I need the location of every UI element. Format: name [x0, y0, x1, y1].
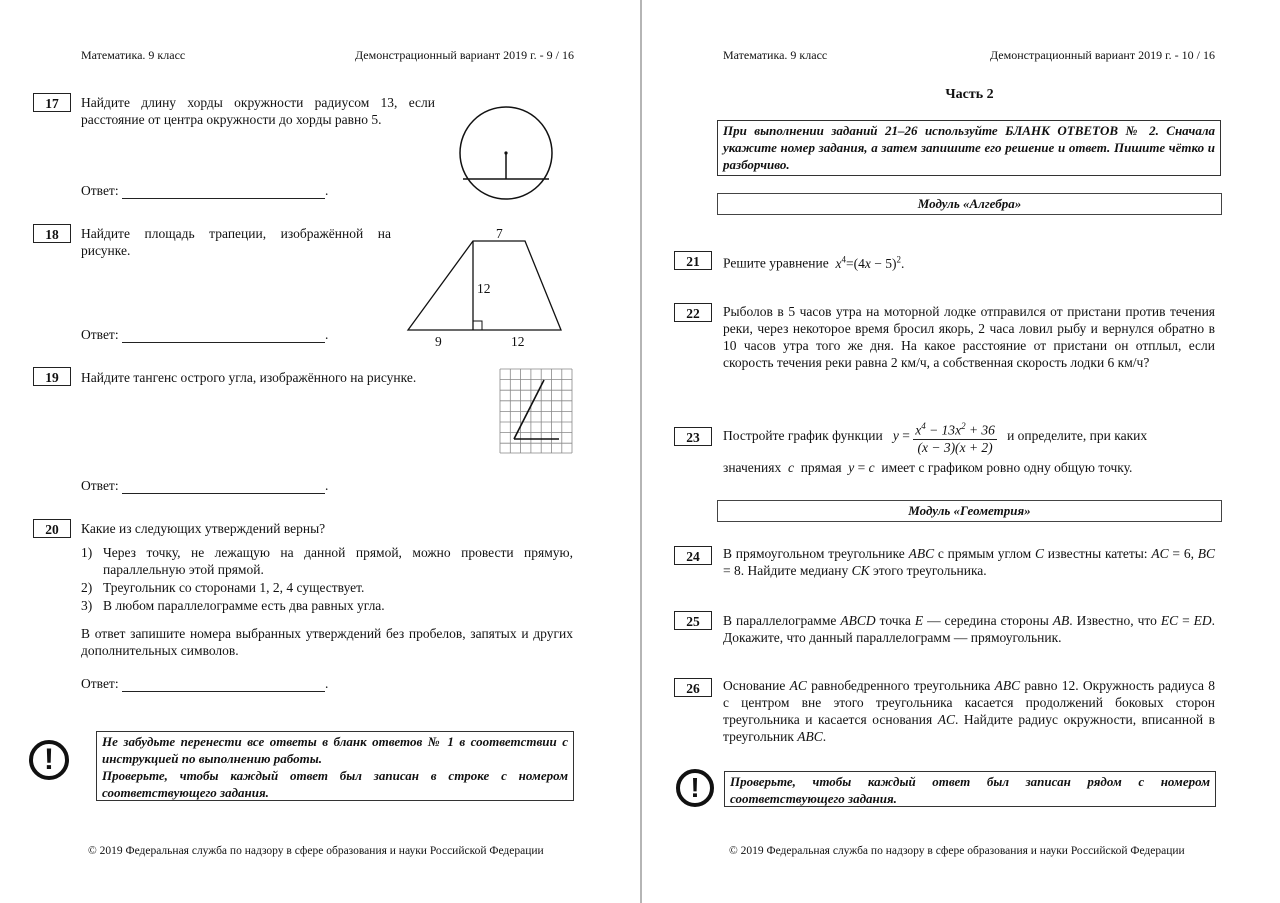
option-2-number: 2): [81, 580, 93, 595]
right-page: [642, 0, 1280, 903]
option-3-text: В любом параллелограмме есть два равных угла.: [103, 598, 385, 613]
exclamation-circle-icon: !: [676, 769, 714, 807]
answer-18: Ответ: .: [81, 327, 329, 342]
trap-label-left-base: 9: [435, 334, 442, 349]
task-23-fraction: $\frac{x^4 - 13x^2 + 36}{(x - 3)(x + 2)}$: [913, 418, 997, 456]
instructions-box: При выполнении заданий 21–26 используйте БЛАНК ОТВЕТОВ № 2. Сначала укажите номер задания, а затем запишите его решение и ответ. Пишите чётко и разборчиво.: [717, 120, 1221, 176]
task-number-19: 19: [33, 367, 71, 386]
task-number-18: 18: [33, 224, 71, 243]
task-21-text: [723, 251, 904, 272]
task-25-text-c: — середина стороны: [927, 613, 1049, 628]
task-18-text: Найдите площадь трапеции, изображённой на рисунке.: [81, 226, 391, 258]
module-algebra: Модуль «Алгебра»: [717, 193, 1222, 215]
answer-field-19[interactable]: [122, 480, 325, 494]
task-23-text-d: прямая: [800, 460, 842, 475]
task-25-text-d: . Известно, что: [1069, 613, 1157, 628]
task-20-instruction: В ответ запишите номера выбранных утверждений без пробелов, запятых и других дополнительных символов.: [81, 626, 573, 658]
grid-angle-figure: [499, 368, 573, 454]
task-24-text-b: с прямым углом: [937, 546, 1032, 561]
option-1-text: Через точку, не лежащую на данной прямой, можно провести прямую, параллельную этой прямой.: [103, 545, 573, 577]
task-number-23: 23: [674, 427, 712, 446]
part-title: Часть 2: [945, 87, 994, 102]
exclamation-circle-icon: !: [29, 740, 69, 780]
trap-label-top: 7: [496, 226, 503, 241]
task-25-text-e: . Докажите, что данный параллелограмм — прямоугольник.: [723, 613, 1216, 645]
task-21-label: Решите уравнение: [723, 255, 829, 271]
task-23-text-e: имеет с графиком ровно одну общую точку.: [881, 460, 1133, 475]
task-23-text-b: и определите, при каких: [1007, 428, 1148, 443]
answer-field-18[interactable]: [122, 329, 325, 343]
answer-20: Ответ: .: [81, 676, 329, 691]
task-24-text-e: этого треугольника.: [873, 563, 987, 578]
task-25-text-b: точка: [879, 613, 911, 628]
task-24-text-a: В прямоугольном треугольнике: [723, 546, 905, 561]
answer-17: Ответ: .: [81, 183, 329, 198]
task-number-24: 24: [674, 546, 712, 565]
circle-figure: [455, 105, 555, 201]
trap-label-right-base: 12: [511, 334, 525, 349]
header-right: Демонстрационный вариант 2019 г. - 9 / 16: [354, 48, 574, 62]
notice-line-2: Проверьте, чтобы каждый ответ был записан в строке с номером соответствующего задания.: [102, 768, 568, 800]
answer-label: Ответ:: [81, 327, 119, 342]
task-23-line-1: Постройте график функции y = $\frac{x^4 - 13x^2 + 36}{(x - 3)(x + 2)}$ и определите, при каких: [723, 418, 1215, 454]
option-3-number: 3): [81, 598, 93, 613]
answer-field-17[interactable]: [122, 185, 325, 199]
task-number-22: 22: [674, 303, 712, 322]
task-26-text-a: Основание: [723, 678, 786, 693]
task-19-text: Найдите тангенс острого угла, изображённого на рисунке.: [81, 370, 417, 385]
task-number-17: 17: [33, 93, 71, 112]
option-1-number: 1): [81, 545, 93, 560]
task-21-equation: $x^4=(4x - 5)^2$.: [835, 254, 905, 271]
answer-19: Ответ: .: [81, 478, 329, 493]
notice-box: [96, 731, 574, 801]
task-23-text-c: значениях: [723, 460, 782, 475]
task-26-text-c: равно 12. Окружность радиуса 8 с центром вне этого треугольника касается продолжений боковых сторон треугольника и касается основания: [723, 678, 1216, 727]
task-22-text: Рыболов в 5 часов утра на моторной лодке отправился от пристани против течения реки, через некоторое время бросил якорь, 2 часа ловил рыбу и вернулся обратно в 10 часов утра того же дня. На какое расстояние от пристани он отплыл, если скорость течения реки равна 2 км/ч, а собственная скорость лодки 6 км/ч?: [723, 304, 1215, 370]
answer-label: Ответ:: [81, 676, 119, 691]
header-left: Математика. 9 класс: [81, 48, 186, 62]
task-number-26: 26: [674, 678, 712, 697]
task-24-text: В прямоугольном треугольнике ABC с прямым углом C известны катеты: AC = 6, BC = 8. Найдите медиану CK этого треугольника.: [723, 546, 1216, 578]
task-24-text-c: известны катеты:: [1047, 546, 1148, 561]
option-2-text: Треугольник со сторонами 1, 2, 4 существует.: [103, 580, 365, 595]
task-24-text-d: . Найдите медиану: [740, 563, 849, 578]
task-26-text-d: . Найдите радиус окружности, вписанной в треугольник: [723, 712, 1215, 744]
header-right: Демонстрационный вариант 2019 г. - 10 / 16: [989, 48, 1215, 62]
module-geometry: Модуль «Геометрия»: [717, 500, 1222, 522]
task-number-21: 21: [674, 251, 712, 270]
task-number-25: 25: [674, 611, 712, 630]
task-26-text: Основание AC равнобедренного треугольника ABC равно 12. Окружность радиуса 8 с центром вне этого треугольника касается продолжений боковых сторон треугольника и касается основания AC. Найдите радиус окружности, вписанной в треугольник ABC.: [723, 678, 1216, 744]
task-25-text: В параллелограмме ABCD точка E — середина стороны AB. Известно, что EC = ED. Докажите, что данный параллелограмм — прямоугольник.: [723, 613, 1216, 645]
answer-field-20[interactable]: [122, 678, 325, 692]
footer: © 2019 Федеральная служба по надзору в сфере образования и науки Российской Федерации: [88, 845, 544, 857]
header-left: Математика. 9 класс: [723, 48, 828, 62]
notice-box: Проверьте, чтобы каждый ответ был записан рядом с номером соответствующего задания.: [724, 771, 1216, 807]
task-23-text-a: Постройте график функции: [723, 428, 883, 443]
task-23-line-2: значениях c прямая y = c имеет с графиком ровно одну общую точку.: [723, 460, 1133, 475]
task-26-text-b: равнобедренного треугольника: [811, 678, 991, 693]
task-20-text: Какие из следующих утверждений верны?: [81, 521, 326, 536]
footer: © 2019 Федеральная служба по надзору в сфере образования и науки Российской Федерации: [729, 845, 1185, 857]
task-25-text-a: В параллелограмме: [723, 613, 837, 628]
answer-label: Ответ:: [81, 478, 119, 493]
task-number-20: 20: [33, 519, 71, 538]
task-17-text: Найдите длину хорды окружности радиусом 13, если расстояние от центра окружности до хорды равно 5.: [81, 95, 435, 127]
answer-label: Ответ:: [81, 183, 119, 198]
trap-label-height: 12: [477, 281, 491, 296]
notice-line-1: Не забудьте перенести все ответы в бланк ответов № 1 в соответствии с инструкцией по выполнению работы.: [102, 734, 568, 766]
